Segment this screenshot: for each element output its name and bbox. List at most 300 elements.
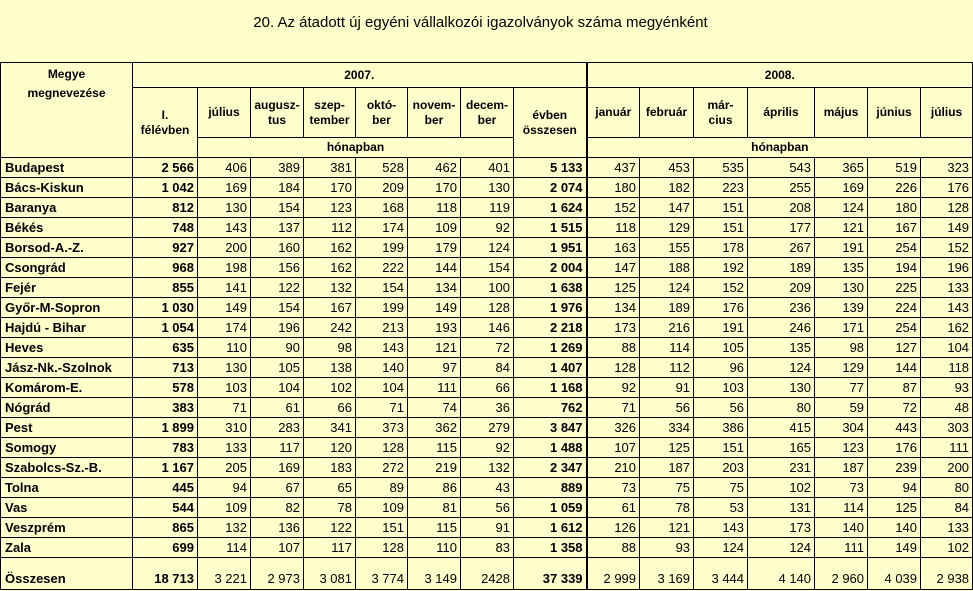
month-2008-value: 87 — [868, 378, 921, 398]
month-2007-value: 91 — [461, 518, 514, 538]
month-2008-header: július — [921, 88, 973, 138]
month-2008-value: 152 — [921, 238, 973, 258]
month-2007-value: 122 — [304, 518, 356, 538]
month-2008-value: 365 — [815, 158, 868, 178]
county-name: Heves — [1, 338, 133, 358]
month-2007-value: 3 081 — [304, 558, 356, 590]
month-2007-value: 146 — [461, 318, 514, 338]
month-2007-value: 149 — [198, 298, 251, 318]
month-2008-value: 415 — [748, 418, 815, 438]
year-total-value: 1 407 — [514, 358, 587, 378]
month-2007-value: 56 — [461, 498, 514, 518]
month-2007-value: 183 — [304, 458, 356, 478]
month-2007-value: 174 — [356, 218, 408, 238]
month-2007-value: 167 — [304, 298, 356, 318]
month-2008-value: 92 — [587, 378, 640, 398]
county-name: Baranya — [1, 198, 133, 218]
month-2007-value: 528 — [356, 158, 408, 178]
month-2008-header: június — [868, 88, 921, 138]
month-2008-value: 126 — [587, 518, 640, 538]
half-year-value: 1 042 — [133, 178, 198, 198]
month-2008-value: 178 — [694, 238, 748, 258]
month-2007-header: decem-ber — [461, 88, 514, 138]
county-name: Szabolcs-Sz.-B. — [1, 458, 133, 478]
year-total-value: 1 976 — [514, 298, 587, 318]
county-name: Veszprém — [1, 518, 133, 538]
month-2007-value: 389 — [251, 158, 304, 178]
year-total-value: 1 358 — [514, 538, 587, 558]
total-row — [1, 558, 973, 590]
month-2007-value: 90 — [251, 338, 304, 358]
month-2007-value: 109 — [198, 498, 251, 518]
month-2007-header: augusz-tus — [251, 88, 304, 138]
month-2007-value: 65 — [304, 478, 356, 498]
month-2008-header: február — [640, 88, 694, 138]
month-2008-value: 187 — [640, 458, 694, 478]
month-2008-value: 78 — [640, 498, 694, 518]
month-2008-value: 139 — [815, 298, 868, 318]
month-2008-value: 131 — [748, 498, 815, 518]
table-row — [1, 518, 973, 538]
month-2008-value: 93 — [921, 378, 973, 398]
county-name: Pest — [1, 418, 133, 438]
half-year-value: 865 — [133, 518, 198, 538]
month-2007-header: novem-ber — [408, 88, 461, 138]
month-2008-value: 171 — [815, 318, 868, 338]
year-total-value: 1 638 — [514, 278, 587, 298]
month-2007-value: 114 — [198, 538, 251, 558]
monthly-label-2008: hónapban — [587, 138, 973, 158]
month-2008-value: 162 — [921, 318, 973, 338]
half-year-value: 2 566 — [133, 158, 198, 178]
month-2007-value: 124 — [461, 238, 514, 258]
half-year-value: 578 — [133, 378, 198, 398]
month-2007-value: 143 — [198, 218, 251, 238]
month-2007-value: 341 — [304, 418, 356, 438]
month-2007-value: 109 — [408, 218, 461, 238]
month-2008-value: 94 — [868, 478, 921, 498]
month-2008-value: 246 — [748, 318, 815, 338]
month-2007-value: 170 — [304, 178, 356, 198]
table-title: 20. Az átadott új egyéni vállalkozói igazolványok száma megyénként — [253, 14, 708, 31]
county-name: Győr-M-Sopron — [1, 298, 133, 318]
month-2007-value: 137 — [251, 218, 304, 238]
month-2008-value: 140 — [815, 518, 868, 538]
month-2007-value: 199 — [356, 298, 408, 318]
month-2007-value: 283 — [251, 418, 304, 438]
month-2008-value: 188 — [640, 258, 694, 278]
month-2008-value: 223 — [694, 178, 748, 198]
month-2008-value: 176 — [868, 438, 921, 458]
county-name: Csongrád — [1, 258, 133, 278]
month-2008-value: 254 — [868, 318, 921, 338]
half-year-value: 1 167 — [133, 458, 198, 478]
month-2007-value: 160 — [251, 238, 304, 258]
month-2008-value: 128 — [921, 198, 973, 218]
month-2008-value: 114 — [815, 498, 868, 518]
month-2008-value: 191 — [694, 318, 748, 338]
county-name: Fejér — [1, 278, 133, 298]
month-2007-value: 117 — [251, 438, 304, 458]
month-2007-value: 462 — [408, 158, 461, 178]
month-2008-value: 224 — [868, 298, 921, 318]
table-row — [1, 438, 973, 458]
month-2007-value: 381 — [304, 158, 356, 178]
month-2008-value: 129 — [815, 358, 868, 378]
month-2008-value: 323 — [921, 158, 973, 178]
month-2007-value: 74 — [408, 398, 461, 418]
half-year-value: 855 — [133, 278, 198, 298]
month-2007-header: július — [198, 88, 251, 138]
half-year-value: 18 713 — [133, 558, 198, 590]
month-2007-value: 121 — [408, 338, 461, 358]
month-2008-value: 143 — [694, 518, 748, 538]
month-2007-value: 132 — [461, 458, 514, 478]
month-2008-value: 144 — [868, 358, 921, 378]
month-2008-value: 124 — [640, 278, 694, 298]
month-2007-value: 406 — [198, 158, 251, 178]
month-2008-value: 125 — [587, 278, 640, 298]
county-name: Komárom-E. — [1, 378, 133, 398]
month-2008-value: 56 — [694, 398, 748, 418]
table-row — [1, 418, 973, 438]
month-2008-value: 130 — [748, 378, 815, 398]
month-2008-value: 53 — [694, 498, 748, 518]
month-2007-value: 170 — [408, 178, 461, 198]
month-2008-value: 91 — [640, 378, 694, 398]
month-2007-value: 103 — [198, 378, 251, 398]
county-name: Somogy — [1, 438, 133, 458]
county-name: Budapest — [1, 158, 133, 178]
year-total-value: 37 339 — [514, 558, 587, 590]
year-total-value: 2 347 — [514, 458, 587, 478]
month-2008-value: 2 999 — [587, 558, 640, 590]
month-2007-value: 92 — [461, 218, 514, 238]
month-2008-value: 189 — [748, 258, 815, 278]
month-2008-value: 326 — [587, 418, 640, 438]
month-2007-value: 3 149 — [408, 558, 461, 590]
month-2007-value: 134 — [408, 278, 461, 298]
month-2008-value: 255 — [748, 178, 815, 198]
month-2008-value: 105 — [694, 338, 748, 358]
month-2007-value: 200 — [198, 238, 251, 258]
month-2008-value: 254 — [868, 238, 921, 258]
month-2008-value: 129 — [640, 218, 694, 238]
table-row — [1, 358, 973, 378]
county-header-line1: Megye — [47, 67, 86, 81]
table-row — [1, 538, 973, 558]
month-2007-value: 143 — [356, 338, 408, 358]
month-2008-value: 75 — [640, 478, 694, 498]
table-row — [1, 198, 973, 218]
month-2008-value: 236 — [748, 298, 815, 318]
month-2008-value: 303 — [921, 418, 973, 438]
year-total-value: 2 074 — [514, 178, 587, 198]
month-2008-value: 102 — [921, 538, 973, 558]
table-row — [1, 278, 973, 298]
year-total-value: 1 624 — [514, 198, 587, 218]
month-2008-value: 96 — [694, 358, 748, 378]
table-row — [1, 158, 973, 178]
month-2008-value: 152 — [694, 278, 748, 298]
month-2008-value: 77 — [815, 378, 868, 398]
month-2008-value: 135 — [748, 338, 815, 358]
month-2007-value: 156 — [251, 258, 304, 278]
month-2008-value: 165 — [748, 438, 815, 458]
month-2007-value: 123 — [304, 198, 356, 218]
month-2007-value: 119 — [461, 198, 514, 218]
month-2007-value: 222 — [356, 258, 408, 278]
month-2008-value: 535 — [694, 158, 748, 178]
month-2008-value: 73 — [587, 478, 640, 498]
year-total-value: 1 612 — [514, 518, 587, 538]
month-2008-value: 127 — [868, 338, 921, 358]
month-2007-value: 401 — [461, 158, 514, 178]
month-2008-value: 121 — [815, 218, 868, 238]
month-2008-value: 2 960 — [815, 558, 868, 590]
month-2007-value: 71 — [356, 398, 408, 418]
table-row — [1, 478, 973, 498]
month-2007-value: 242 — [304, 318, 356, 338]
month-2007-value: 168 — [356, 198, 408, 218]
half-year-value: 748 — [133, 218, 198, 238]
year-total-header: évben összesen — [514, 88, 587, 158]
half-year-value: 383 — [133, 398, 198, 418]
year-total-value: 889 — [514, 478, 587, 498]
month-2007-value: 130 — [461, 178, 514, 198]
month-2008-value: 56 — [640, 398, 694, 418]
month-2007-value: 78 — [304, 498, 356, 518]
month-2008-value: 130 — [815, 278, 868, 298]
half-year-header: I. félévben — [133, 88, 198, 158]
month-2008-value: 80 — [748, 398, 815, 418]
month-2008-value: 103 — [694, 378, 748, 398]
month-2008-value: 239 — [868, 458, 921, 478]
half-year-value: 927 — [133, 238, 198, 258]
month-2007-value: 111 — [408, 378, 461, 398]
month-2007-value: 112 — [304, 218, 356, 238]
month-2007-value: 138 — [304, 358, 356, 378]
month-2007-value: 162 — [304, 238, 356, 258]
month-2008-value: 48 — [921, 398, 973, 418]
month-2008-value: 151 — [694, 218, 748, 238]
year-total-value: 1 168 — [514, 378, 587, 398]
month-2008-value: 225 — [868, 278, 921, 298]
month-2008-value: 147 — [640, 198, 694, 218]
month-2008-value: 75 — [694, 478, 748, 498]
month-2008-value: 231 — [748, 458, 815, 478]
month-2007-value: 130 — [198, 198, 251, 218]
month-2007-value: 67 — [251, 478, 304, 498]
month-2008-value: 180 — [868, 198, 921, 218]
month-2008-value: 134 — [587, 298, 640, 318]
month-2007-value: 310 — [198, 418, 251, 438]
table-row — [1, 218, 973, 238]
month-2007-value: 151 — [356, 518, 408, 538]
month-2007-value: 3 774 — [356, 558, 408, 590]
month-2008-value: 143 — [921, 298, 973, 318]
month-2007-value: 122 — [251, 278, 304, 298]
county-name: Tolna — [1, 478, 133, 498]
month-2007-value: 154 — [251, 298, 304, 318]
month-2007-value: 162 — [304, 258, 356, 278]
month-2008-value: 133 — [921, 278, 973, 298]
month-2008-value: 114 — [640, 338, 694, 358]
county-name: Hajdú - Bihar — [1, 318, 133, 338]
half-year-value: 1 054 — [133, 318, 198, 338]
half-year-value: 812 — [133, 198, 198, 218]
month-2008-value: 2 938 — [921, 558, 973, 590]
month-2008-value: 135 — [815, 258, 868, 278]
month-2008-value: 163 — [587, 238, 640, 258]
month-2007-value: 154 — [461, 258, 514, 278]
month-2008-value: 73 — [815, 478, 868, 498]
month-2007-value: 373 — [356, 418, 408, 438]
month-2008-value: 304 — [815, 418, 868, 438]
year-total-value: 1 951 — [514, 238, 587, 258]
month-2008-value: 210 — [587, 458, 640, 478]
year-total-value: 1 269 — [514, 338, 587, 358]
month-2008-value: 437 — [587, 158, 640, 178]
month-2008-value: 167 — [868, 218, 921, 238]
month-2008-value: 191 — [815, 238, 868, 258]
month-2007-value: 128 — [356, 538, 408, 558]
month-2008-value: 180 — [587, 178, 640, 198]
month-2008-value: 133 — [921, 518, 973, 538]
month-2007-value: 196 — [251, 318, 304, 338]
month-2007-value: 36 — [461, 398, 514, 418]
month-2007-value: 140 — [356, 358, 408, 378]
month-2007-value: 184 — [251, 178, 304, 198]
half-year-value: 699 — [133, 538, 198, 558]
month-2008-value: 226 — [868, 178, 921, 198]
month-2008-value: 112 — [640, 358, 694, 378]
month-2008-value: 84 — [921, 498, 973, 518]
month-2008-value: 128 — [587, 358, 640, 378]
month-2008-header: április — [748, 88, 815, 138]
month-2008-value: 59 — [815, 398, 868, 418]
month-2008-value: 118 — [921, 358, 973, 378]
month-2008-value: 80 — [921, 478, 973, 498]
month-2007-value: 120 — [304, 438, 356, 458]
year-total-value: 1 515 — [514, 218, 587, 238]
county-header — [1, 63, 133, 158]
month-2008-value: 118 — [587, 218, 640, 238]
month-2007-value: 154 — [356, 278, 408, 298]
month-2007-value: 3 221 — [198, 558, 251, 590]
month-2008-header: május — [815, 88, 868, 138]
month-2007-value: 83 — [461, 538, 514, 558]
month-2007-value: 71 — [198, 398, 251, 418]
month-2008-value: 93 — [640, 538, 694, 558]
monthly-label-2007: hónapban — [198, 138, 514, 158]
month-2008-value: 107 — [587, 438, 640, 458]
month-2007-value: 128 — [356, 438, 408, 458]
month-2008-value: 173 — [748, 518, 815, 538]
table-row — [1, 498, 973, 518]
month-2007-value: 169 — [198, 178, 251, 198]
month-2008-value: 102 — [748, 478, 815, 498]
month-2007-value: 115 — [408, 518, 461, 538]
month-2007-header: szep-tember — [304, 88, 356, 138]
table-body — [1, 158, 973, 590]
month-2008-value: 386 — [694, 418, 748, 438]
month-2008-value: 152 — [587, 198, 640, 218]
month-2007-value: 109 — [356, 498, 408, 518]
month-2008-value: 543 — [748, 158, 815, 178]
year-total-value: 2 218 — [514, 318, 587, 338]
month-2008-value: 149 — [921, 218, 973, 238]
half-year-value: 445 — [133, 478, 198, 498]
month-2007-value: 132 — [304, 278, 356, 298]
month-2007-value: 141 — [198, 278, 251, 298]
month-2007-value: 102 — [304, 378, 356, 398]
month-2007-value: 92 — [461, 438, 514, 458]
year-total-value: 3 847 — [514, 418, 587, 438]
month-2007-value: 213 — [356, 318, 408, 338]
month-2008-value: 189 — [640, 298, 694, 318]
month-2008-value: 169 — [815, 178, 868, 198]
month-2008-value: 196 — [921, 258, 973, 278]
month-2008-value: 453 — [640, 158, 694, 178]
month-2008-value: 192 — [694, 258, 748, 278]
total-label: Összesen — [1, 558, 133, 590]
month-2008-value: 200 — [921, 458, 973, 478]
month-2008-header: január — [587, 88, 640, 138]
month-2007-value: 89 — [356, 478, 408, 498]
month-2008-value: 177 — [748, 218, 815, 238]
county-header-line2: megnevezése — [27, 86, 106, 100]
month-2007-value: 362 — [408, 418, 461, 438]
month-2007-value: 2428 — [461, 558, 514, 590]
month-2007-value: 130 — [198, 358, 251, 378]
month-2007-value: 209 — [356, 178, 408, 198]
year-total-value: 1 059 — [514, 498, 587, 518]
month-2008-value: 155 — [640, 238, 694, 258]
month-2008-value: 149 — [868, 538, 921, 558]
month-2008-value: 173 — [587, 318, 640, 338]
month-2007-value: 179 — [408, 238, 461, 258]
month-2007-value: 97 — [408, 358, 461, 378]
month-2008-value: 209 — [748, 278, 815, 298]
month-2008-header: már-cius — [694, 88, 748, 138]
month-2008-value: 121 — [640, 518, 694, 538]
month-2008-value: 125 — [868, 498, 921, 518]
month-2008-value: 104 — [921, 338, 973, 358]
month-2008-value: 208 — [748, 198, 815, 218]
month-2007-value: 100 — [461, 278, 514, 298]
month-2008-value: 88 — [587, 538, 640, 558]
month-2008-value: 519 — [868, 158, 921, 178]
month-2008-value: 182 — [640, 178, 694, 198]
table-row — [1, 238, 973, 258]
month-2007-value: 104 — [356, 378, 408, 398]
half-year-value: 544 — [133, 498, 198, 518]
half-year-value: 713 — [133, 358, 198, 378]
month-2008-value: 151 — [694, 198, 748, 218]
month-2008-value: 3 444 — [694, 558, 748, 590]
month-2007-value: 149 — [408, 298, 461, 318]
year-total-value: 5 133 — [514, 158, 587, 178]
month-2007-value: 219 — [408, 458, 461, 478]
county-name: Békés — [1, 218, 133, 238]
month-2007-value: 66 — [461, 378, 514, 398]
month-2007-value: 118 — [408, 198, 461, 218]
month-2007-value: 174 — [198, 318, 251, 338]
month-2008-value: 4 039 — [868, 558, 921, 590]
month-2007-value: 94 — [198, 478, 251, 498]
month-2007-value: 105 — [251, 358, 304, 378]
